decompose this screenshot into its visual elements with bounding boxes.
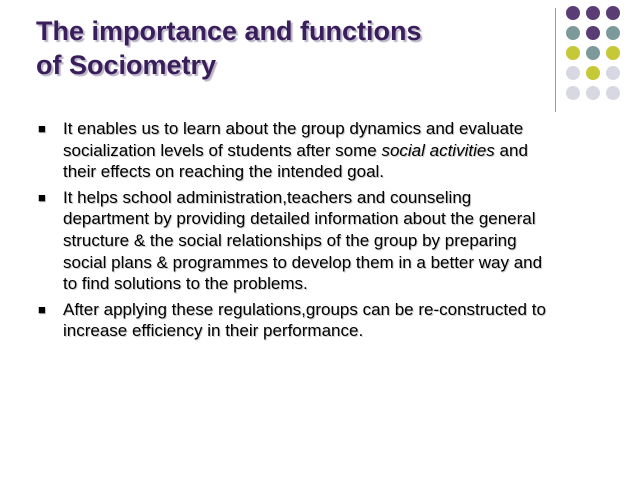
decorative-dot xyxy=(566,66,580,80)
vertical-divider xyxy=(555,8,556,112)
bullet-item-1 xyxy=(38,118,550,183)
bullet-list xyxy=(38,118,550,346)
decorative-dot xyxy=(566,6,580,20)
slide-title-line-2: of Sociometry xyxy=(36,50,217,80)
bullet-1-text-after: and their effects on reaching the intended goal. xyxy=(63,140,528,182)
decorative-dot xyxy=(586,6,600,20)
bullet-marker: ■ xyxy=(38,121,46,136)
bullet-marker: ■ xyxy=(38,301,46,317)
bullet-2-text: It helps school administration,teachers and counseling department by providing detailed information about the general structure & the social relationships of the group by preparing social plans & programmes to develop them in a better way and to find solutions to the problems. xyxy=(63,187,543,294)
decorative-dot xyxy=(606,6,620,20)
decorative-dot xyxy=(566,46,580,60)
decorative-dot xyxy=(606,86,620,100)
decorative-dot xyxy=(606,46,620,60)
decorative-dot xyxy=(566,86,580,100)
bullet-item-3 xyxy=(38,299,550,342)
decorative-dot xyxy=(586,66,600,80)
slide-title xyxy=(36,14,546,82)
bullet-item-2 xyxy=(38,187,550,295)
bullet-1-text-before: It enables us to learn about the group dynamics and evaluate socialization levels of students after some xyxy=(63,119,524,160)
bullet-3-text: After applying these regulations,groups can be re-constructed to increase efficiency in their performance. xyxy=(63,299,546,341)
decorative-dot xyxy=(566,26,580,40)
decorative-dot xyxy=(586,86,600,100)
bullet-1-emphasis: social activities xyxy=(381,140,495,160)
decorative-dot-grid xyxy=(566,6,638,106)
decorative-dot xyxy=(586,26,600,40)
decorative-dot xyxy=(606,26,620,40)
bullet-marker: ■ xyxy=(38,189,46,205)
slide-title-line-1: The importance and functions xyxy=(36,16,422,46)
decorative-dot xyxy=(606,66,620,80)
decorative-dot xyxy=(586,46,600,60)
